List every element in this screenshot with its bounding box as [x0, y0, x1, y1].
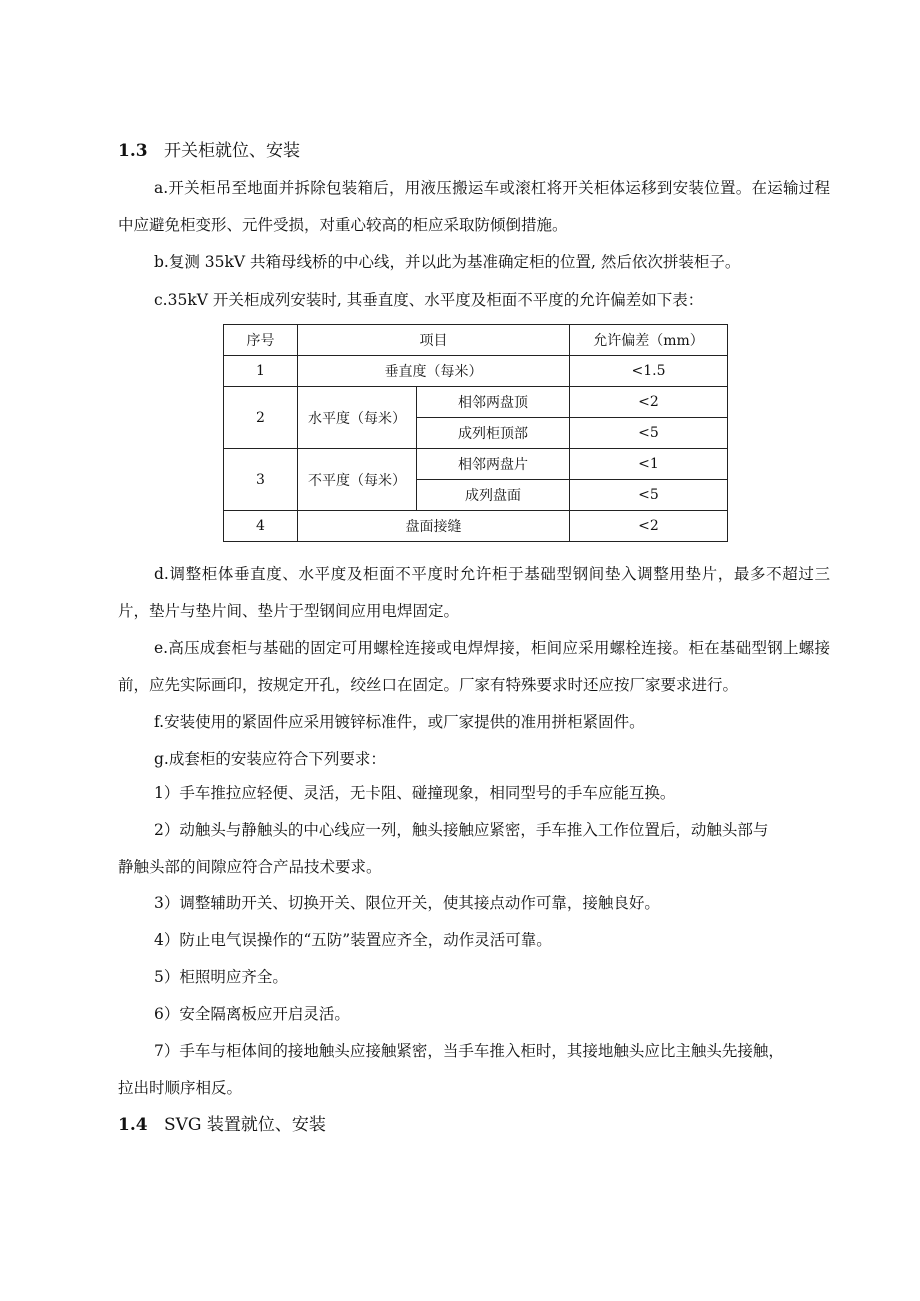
section-title: SVG 装置就位、安装: [164, 1115, 326, 1135]
table-row: [224, 356, 728, 387]
cell-item: 垂直度（每米）: [298, 356, 570, 387]
cell-value: <2: [570, 387, 728, 418]
paragraph-c: c.35kV 开关柜成列安装时, 其垂直度、水平度及柜面不平度的允许偏差如下表：: [154, 291, 704, 309]
cell-subitem: 相邻两盘片: [417, 449, 570, 480]
cell-value: <5: [570, 480, 728, 511]
header-tolerance: 允许偏差（mm）: [570, 325, 728, 356]
requirement-7-line-1: 7）手车与柜体间的接地触头应接触紧密，当手车推入柜时，其接地触头应比主触头先接触，: [154, 1042, 784, 1060]
requirement-2-line-2: 静触头部的间隙应符合产品技术要求。: [118, 858, 382, 876]
cell-subitem: 成列柜顶部: [417, 418, 570, 449]
paragraph-g: g.成套柜的安装应符合下列要求：: [154, 750, 386, 768]
cell-group: 不平度（每米）: [298, 449, 417, 511]
paragraph-b: b.复测 35kV 共箱母线桥的中心线，并以此为基准确定柜的位置, 然后依次拼装柜子。: [154, 253, 741, 271]
cell-seq: 4: [224, 511, 298, 542]
cell-seq: 3: [224, 449, 298, 511]
paragraph-d: d.调整柜体垂直度、水平度及柜面不平度时允许柜于基础型钢间垫入调整用垫片，最多不超过三片，垫片与垫片间、垫片于型钢间应用电焊固定。: [118, 565, 830, 620]
table-row: [224, 511, 728, 542]
cell-value: <5: [570, 418, 728, 449]
requirement-5: 5）柜照明应齐全。: [154, 968, 288, 986]
cell-item: 盘面接缝: [298, 511, 570, 542]
requirement-4: 4）防止电气误操作的“五防”装置应齐全，动作灵活可靠。: [154, 931, 552, 949]
table-header-row: [224, 325, 728, 356]
cell-subitem: 相邻两盘顶: [417, 387, 570, 418]
paragraph-e: e.高压成套柜与基础的固定可用螺栓连接或电焊焊接，柜间应采用螺栓连接。柜在基础型钢上螺接前，应先实际画印，按规定开孔，绞丝口在固定。厂家有特殊要求时还应按厂家要求进行。: [118, 639, 830, 694]
requirement-3: 3）调整辅助开关、切换开关、限位开关，使其接点动作可靠，接触良好。: [154, 894, 660, 912]
section-number: 1.3: [118, 141, 148, 161]
cell-value: <1: [570, 449, 728, 480]
tolerance-table: [223, 324, 728, 542]
paragraph-f: f.安装使用的紧固件应采用镀锌标准件，或厂家提供的准用拼柜紧固件。: [154, 713, 645, 731]
header-seq: 序号: [224, 325, 298, 356]
cell-seq: 2: [224, 387, 298, 449]
section-title: 开关柜就位、安装: [164, 141, 300, 161]
section-number: 1.4: [118, 1115, 148, 1135]
requirement-7-line-2: 拉出时顺序相反。: [118, 1079, 243, 1097]
requirement-1: 1）手车推拉应轻便、灵活，无卡阻、碰撞现象，相同型号的手车应能互换。: [154, 784, 676, 802]
cell-value: <1.5: [570, 356, 728, 387]
cell-seq: 1: [224, 356, 298, 387]
header-item: 项目: [298, 325, 570, 356]
requirement-2-line-1: 2）动触头与静触头的中心线应一列，触头接触应紧密，手车推入工作位置后，动触头部与: [154, 821, 769, 839]
table-row: [224, 387, 728, 418]
cell-value: <2: [570, 511, 728, 542]
paragraph-a: a.开关柜吊至地面并拆除包装箱后，用液压搬运车或滚杠将开关柜体运移到安装位置。在运输过程中应避免柜变形、元件受损，对重心较高的柜应采取防倾倒措施。: [118, 179, 830, 234]
cell-subitem: 成列盘面: [417, 480, 570, 511]
section-heading-1-4: [118, 1114, 326, 1136]
section-heading-1-3: [118, 140, 300, 162]
requirement-6: 6）安全隔离板应开启灵活。: [154, 1005, 350, 1023]
table-row: [224, 449, 728, 480]
cell-group: 水平度（每米）: [298, 387, 417, 449]
